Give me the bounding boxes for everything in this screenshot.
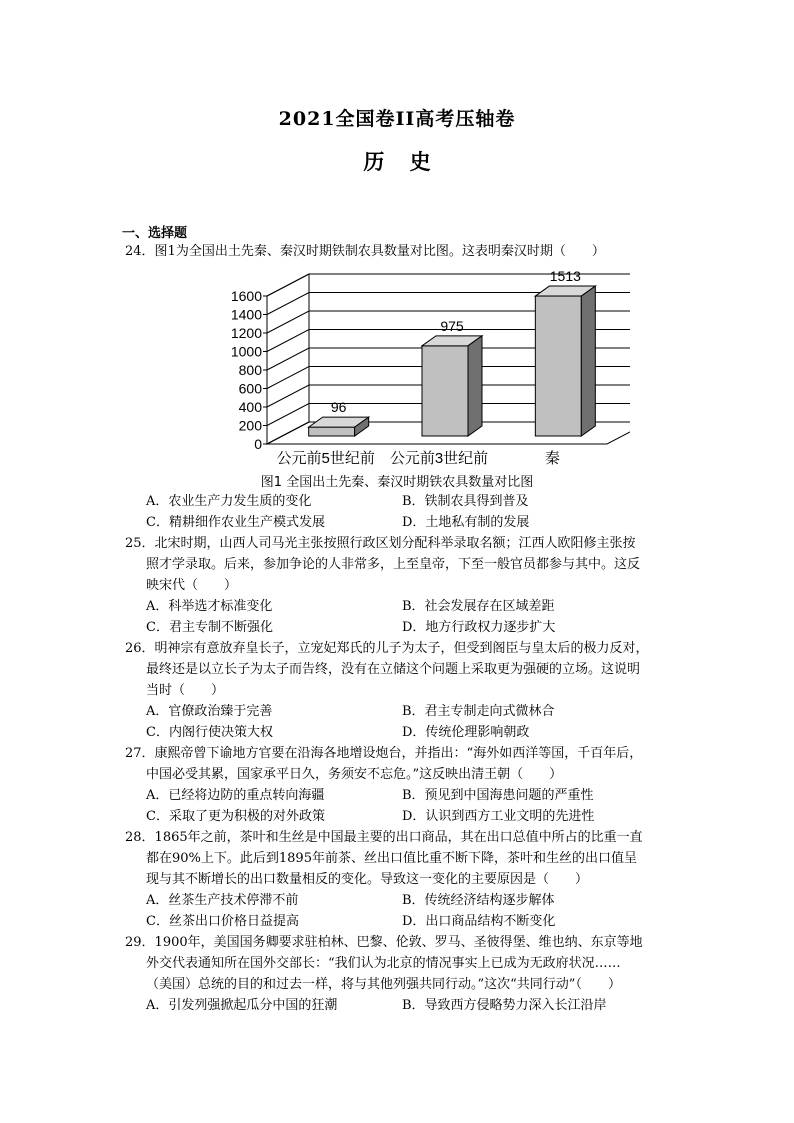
bar-front <box>309 427 355 436</box>
q28-option-a: A．丝茶生产技术停滞不前 <box>146 893 299 908</box>
question-25-stem: 25．北宋时期，山西人司马光主张按照行政区划分配科举录取名额；江西人欧阳修主张按 <box>125 536 636 551</box>
bar-side <box>581 286 595 436</box>
y-tick-label: 600 <box>238 380 262 397</box>
y-tick-label: 800 <box>238 362 262 378</box>
chart-y-ticks <box>231 288 267 452</box>
q24-option-b: B．铁制农具得到普及 <box>402 494 529 509</box>
q27-option-d: D．认识到西方工业文明的先进性 <box>402 809 595 824</box>
question-25-stem-line2: 照才学录取。后来，参加争论的人非常多，上至皇帝，下至一般官员都参与其中。这反 <box>146 557 641 572</box>
bar-side <box>468 336 482 436</box>
q28-option-d: D．出口商品结构不断变化 <box>402 914 556 929</box>
y-tick-label: 200 <box>238 417 262 434</box>
question-28-stem-line3: 现与其不断增长的出口数量相反的变化。导致这一变化的主要原因是（ ） <box>146 872 589 887</box>
question-27-stem: 27．康熙帝曾下谕地方官要在沿海各地增设炮台，并指出：“海外如西洋等国，千百年后， <box>125 746 643 761</box>
q28-option-c: C．丝茶出口价格日益提高 <box>146 914 299 929</box>
q26-option-d: D．传统伦理影响朝政 <box>402 725 530 740</box>
question-29-stem: 29．1900年，美国国务卿要求驻柏林、巴黎、伦敦、罗马、圣彼得堡、维也纳、东京等地 <box>125 935 643 950</box>
bar-front <box>535 296 581 436</box>
bar-front <box>422 346 468 436</box>
q26-option-c: C．内阁行使决策大权 <box>146 725 273 740</box>
q28-option-b: B．传统经济结构逐步解体 <box>402 893 555 908</box>
category-label: 公元前3世纪前 <box>389 450 489 467</box>
q25-option-a: A．科举选才标准变化 <box>146 599 273 614</box>
q24-option-c: C．精耕细作农业生产模式发展 <box>146 515 325 530</box>
y-tick-label: 1200 <box>230 325 262 341</box>
q27-option-b: B．预见到中国海患问题的严重性 <box>402 788 594 803</box>
chart-caption: 图1 全国出土先秦、秦汉时期铁农具数量对比图 <box>260 475 534 490</box>
q26-option-a: A．官僚政治臻于完善 <box>146 704 273 719</box>
subject-title: 历 史 <box>363 149 431 174</box>
q26-option-b: B．君主专制走向式微林合 <box>402 704 555 719</box>
bar-value-label: 975 <box>440 317 464 334</box>
bar-chart-svg <box>230 262 630 472</box>
category-label: 秦 <box>544 450 560 467</box>
bar-chart <box>230 262 630 472</box>
chart-category-labels <box>276 450 559 467</box>
bar-value-label: 96 <box>330 399 347 416</box>
question-24-stem: 24．图1为全国出土先秦、秦汉时期铁制农具数量对比图。这表明秦汉时期（ ） <box>125 244 605 259</box>
q29-option-b: B．导致西方侵略势力深入长江沿岸 <box>402 998 607 1013</box>
y-tick-label: 0 <box>254 436 262 452</box>
q27-option-a: A．已经将边防的重点转向海疆 <box>146 788 325 803</box>
question-28-stem-line2: 都在90%上下。此后到1895年前茶、丝出口值比重不断下降，茶叶和生丝的出口值呈 <box>146 851 637 866</box>
q24-option-a: A．农业生产力发生质的变化 <box>146 494 312 509</box>
question-28-stem: 28．1865年之前，茶叶和生丝是中国最主要的出口商品，其在出口总值中所占的比重一直 <box>125 830 643 845</box>
question-27-stem-line2: 中国必受其累，国家承平日久，务须安不忘危。”这反映出清王朝（ ） <box>146 767 563 782</box>
category-label: 公元前5世纪前 <box>276 450 375 467</box>
bar-value-label: 1513 <box>549 268 581 285</box>
q25-option-c: C．君主专制不断强化 <box>146 620 273 635</box>
q25-option-b: B．社会发展存在区域差距 <box>402 599 555 614</box>
q27-option-c: C．采取了更为积极的对外政策 <box>146 809 325 824</box>
question-29-stem-line3: （美国）总统的目的和过去一样，将与其他列强共同行动。”这次“共同行动”（ ） <box>146 977 621 992</box>
question-25-stem-line3: 映宋代（ ） <box>146 578 238 593</box>
question-29-stem-line2: 外交代表通知所在国外交部长：“我们认为北京的情况事实上已成为无政府状况…… <box>146 956 621 971</box>
exam-title: 2021全国卷II高考压轴卷 <box>278 108 516 130</box>
chart-bars <box>309 286 596 436</box>
y-tick-label: 400 <box>238 399 262 415</box>
y-tick-label: 1400 <box>230 306 262 323</box>
question-26-stem: 26．明神宗有意放弃皇长子，立宠妃郑氏的儿子为太子，但受到阁臣与皇太后的极力反对， <box>125 641 649 656</box>
q25-option-d: D．地方行政权力逐步扩大 <box>402 620 556 635</box>
q29-option-a: A．引发列强掀起瓜分中国的狂潮 <box>146 998 338 1013</box>
y-tick-label: 1600 <box>230 288 262 304</box>
q24-option-d: D．土地私有制的发展 <box>402 515 530 530</box>
section-heading: 一、选择题 <box>122 226 188 241</box>
question-26-stem-line2: 最终还是以立长子为太子而告终，没有在立储这个问题上采取更为强硬的立场。这说明 <box>146 662 641 677</box>
y-tick-label: 1000 <box>230 343 262 360</box>
question-26-stem-line3: 当时（ ） <box>146 683 225 698</box>
